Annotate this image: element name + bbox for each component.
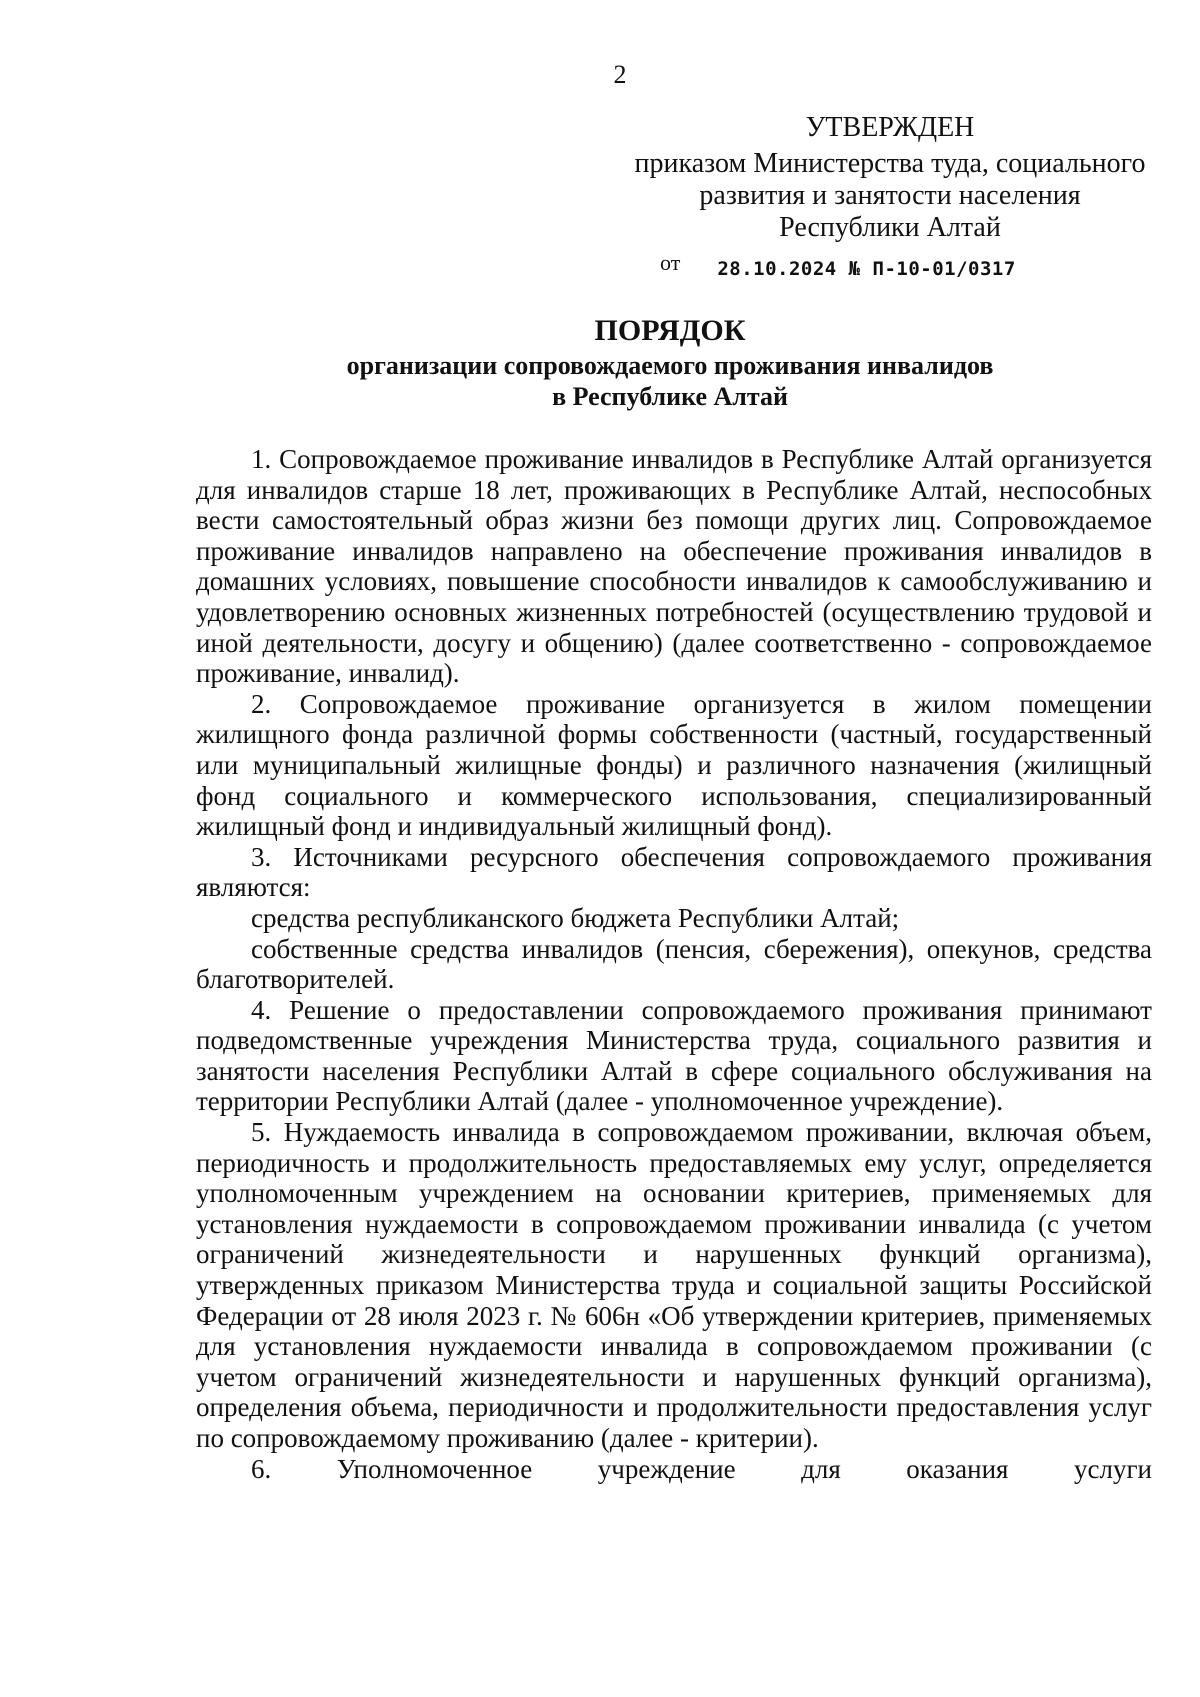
approval-date-number: 28.10.2024 № П-10-01/0317 — [717, 258, 1016, 280]
title-subtitle-2: в Республике Алтай — [552, 382, 788, 411]
title-main: ПОРЯДОК — [594, 314, 746, 347]
approval-heading: УТВЕРЖДЕН — [805, 112, 975, 143]
paragraph-3: 3. Источниками ресурсного обеспечения сопровождаемого проживания являются: — [196, 841, 1152, 903]
document-title — [190, 312, 1150, 412]
paragraph-1: 1. Сопровождаемое проживание инвалидов в Республике Алтай организуется для инвалидов старше 18 лет, проживающих в Республике Алтай, неспособных вести самостоятельный образ жизни без помощи других лиц. Сопровождаемое проживание инвалидов направлено на обеспечение проживания инвалидов в домашних условиях, повышение способности инвалидов к самообслуживанию и удовлетворению основных жизненных потребностей (осуществлению трудовой и иной деятельности, досугу и общению) (далее соответственно - сопровождаемое проживание, инвалид). — [196, 444, 1152, 689]
paragraph-3-item-1: средства республиканского бюджета Республики Алтай; — [251, 902, 900, 933]
approval-date-prefix: от — [660, 250, 681, 275]
paragraph-4: 4. Решение о предоставлении сопровождаемого проживания принимают подведомственные учреждения Министерства труда, социального развития и занятости населения Республики Алтай в сфере социального обслуживания на территории Республики Алтай (далее - уполномоченное учреждение). — [196, 994, 1152, 1117]
paragraph-6: 6. Уполномоченное учреждение для оказания услуги — [251, 1453, 1152, 1484]
approval-line-2: развития и занятости населения — [699, 180, 1081, 211]
title-subtitle-1: организации сопровождаемого проживания инвалидов — [346, 351, 994, 380]
paragraph-2: 2. Сопровождаемое проживание организуется в жилом помещении жилищного фонда различной формы собственности (частный, государственный или муниципальный жилищные фонды) и различного назначения (жилищный фонд социального и коммерческого использования, специализированный жилищный фонд и индивидуальный жилищный фонд). — [196, 688, 1152, 842]
approval-line-3: Республики Алтай — [779, 212, 1001, 243]
approval-stamp-block — [610, 112, 1170, 280]
approval-line-1: приказом Министерства туда, социального — [634, 148, 1146, 179]
page-number: 2 — [613, 60, 627, 89]
document-body — [196, 444, 1152, 1484]
approval-date-line — [660, 247, 1180, 281]
paragraph-3-item-2: собственные средства инвалидов (пенсия, сбережения), опекунов, средства благотворителей. — [196, 933, 1152, 995]
paragraph-5: 5. Нуждаемость инвалида в сопровождаемом проживании, включая объем, периодичность и продолжительность предоставляемых ему услуг, определяется уполномоченным учреждением на основании критериев, применяемых для установления нуждаемости в сопровождаемом проживании инвалида (с учетом ограничений жизнедеятельности и нарушенных функций организма), утвержденных приказом Министерства труда и социальной защиты Российской Федерации от 28 июля 2023 г. № 606н «Об утверждении критериев, применяемых для установления нуждаемости инвалида в сопровождаемом проживании (с учетом ограничений жизнедеятельности и нарушенных функций организма), определения объема, периодичности и продолжительности предоставления услуг по сопровождаемому проживанию (далее - критерии). — [196, 1117, 1152, 1453]
